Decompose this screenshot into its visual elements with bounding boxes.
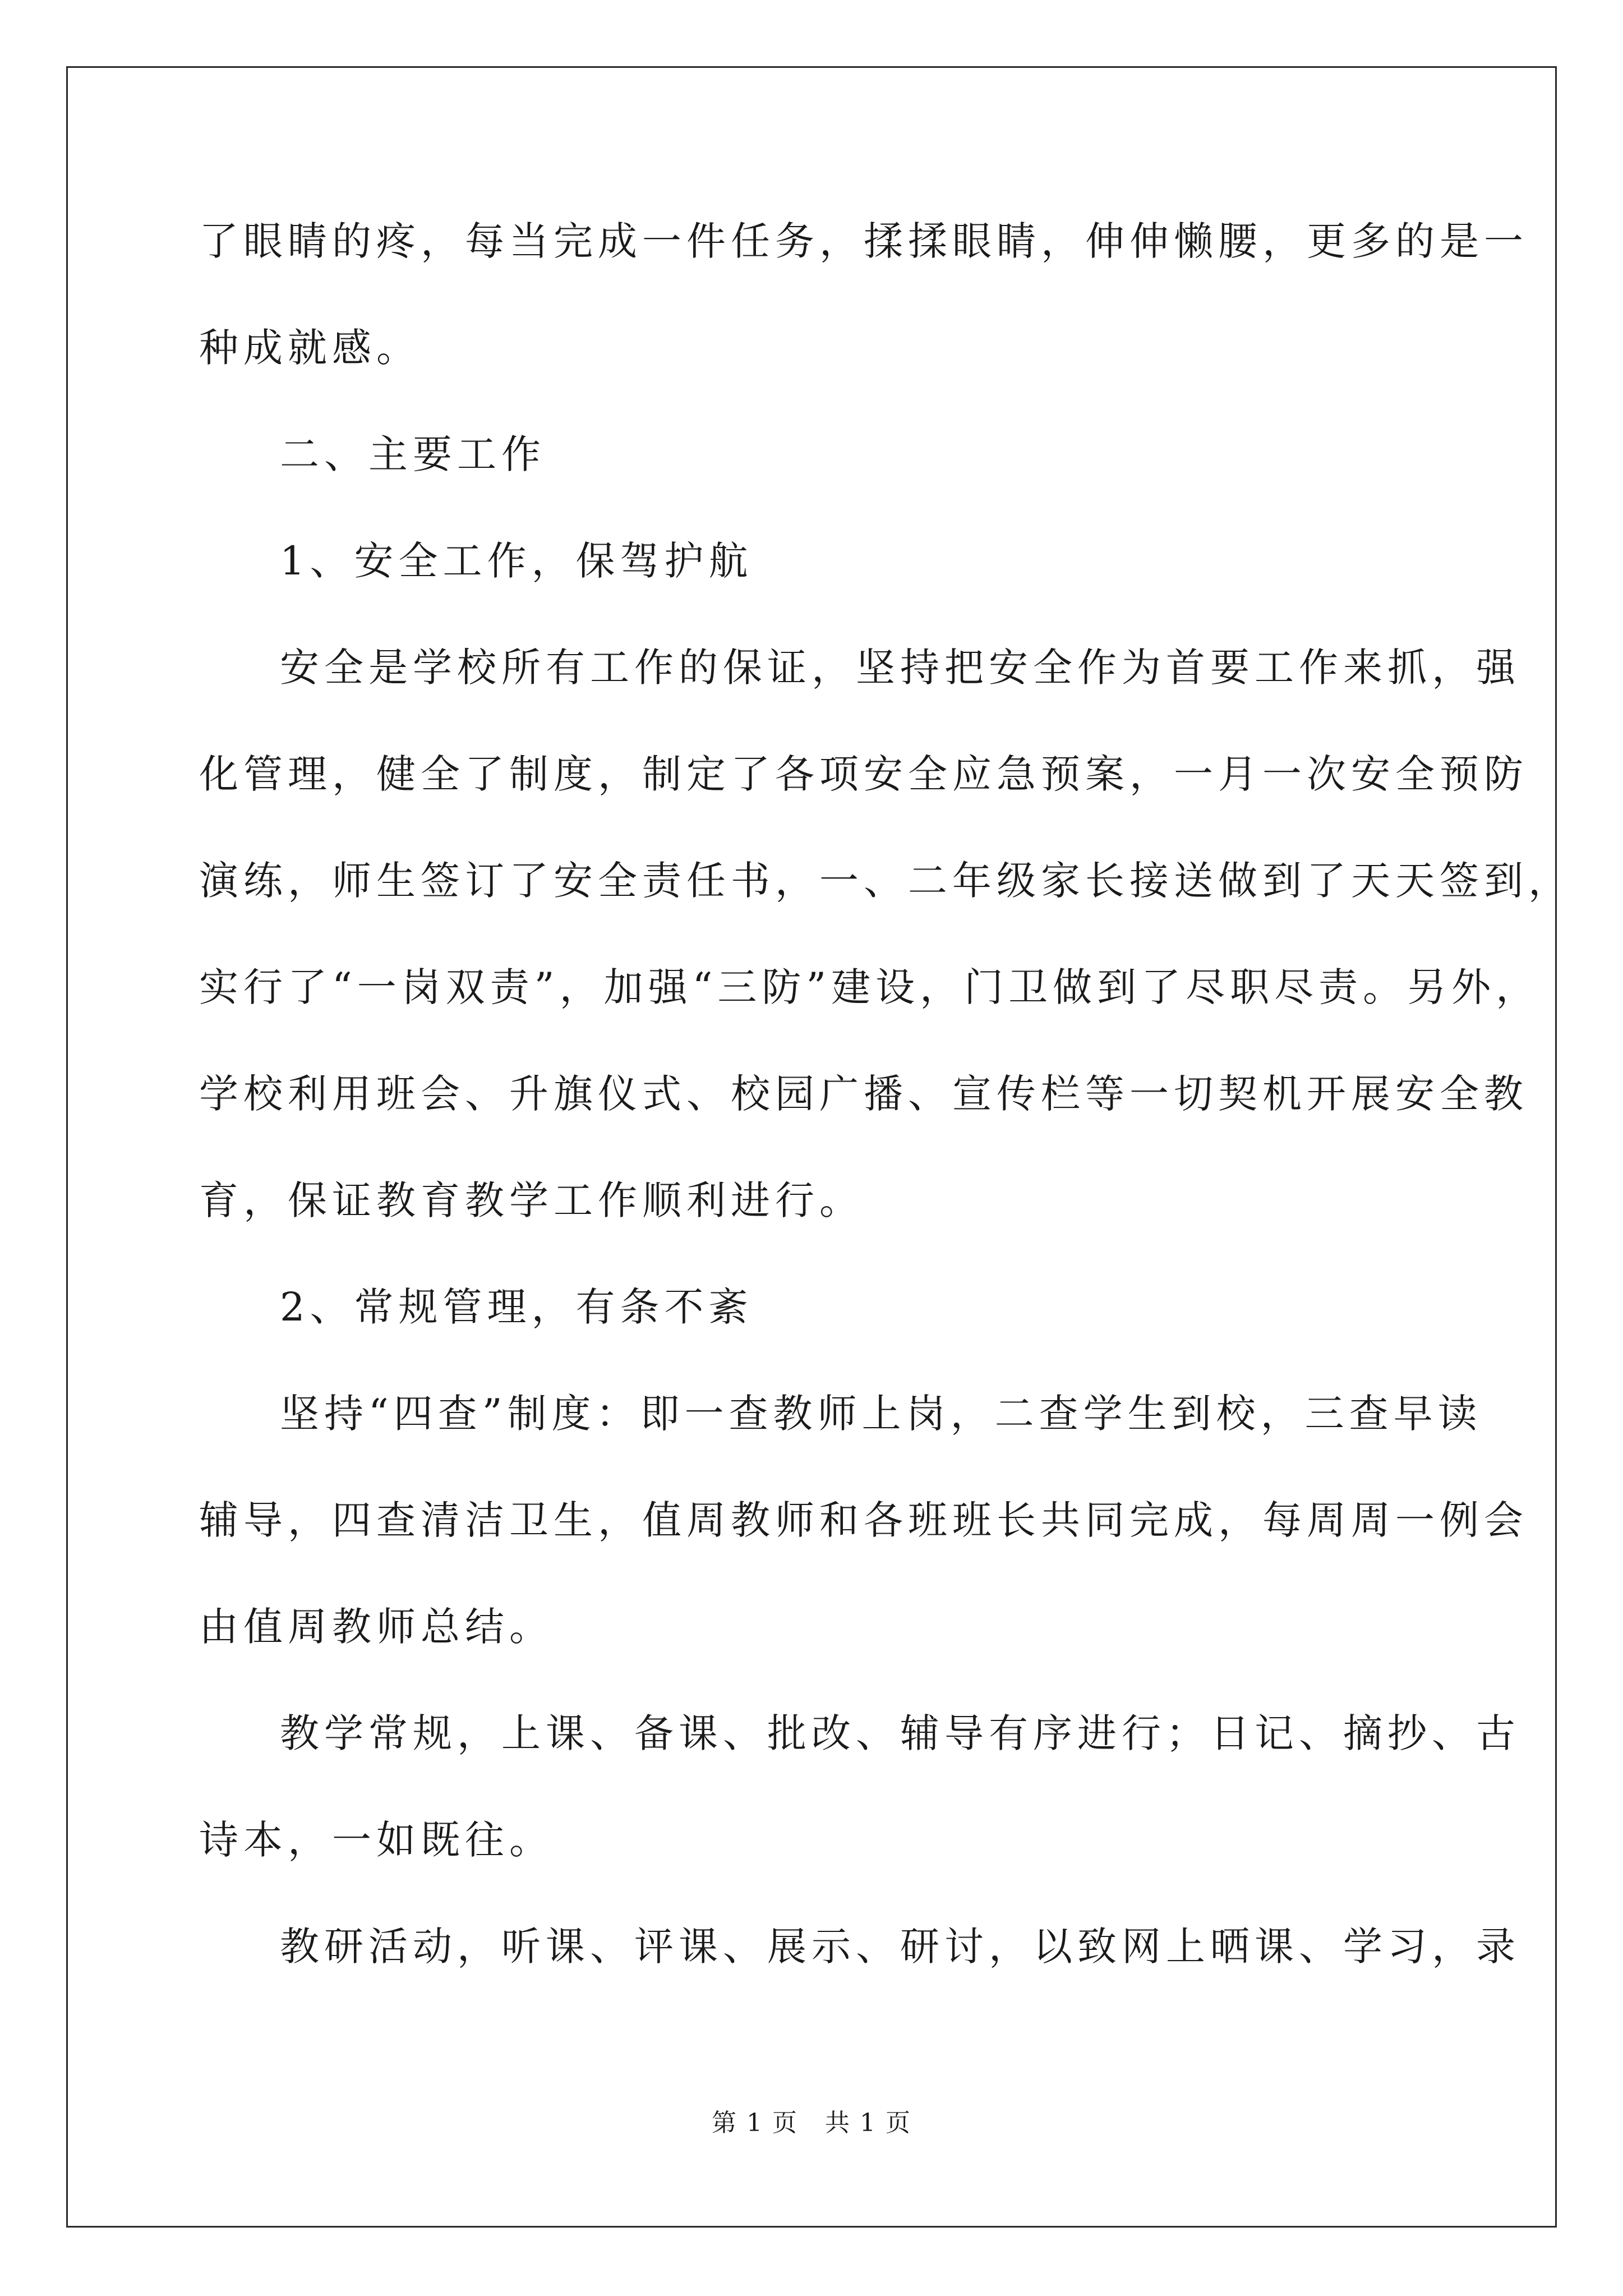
paragraph-line: 教研活动，听课、评课、展示、研讨，以致网上晒课、学习，录 [280,1924,1520,1970]
paragraph-line: 由值周教师总结。 [199,1604,554,1650]
paragraph-line: 育，保证教育教学工作顺利进行。 [199,1177,864,1223]
paragraph-line: 化管理，健全了制度，制定了各项安全应急预案，一月一次安全预防 [199,751,1528,797]
paragraph-line: 了眼睛的疼，每当完成一件任务，揉揉眼睛，伸伸懒腰，更多的是一 [199,218,1528,264]
paragraph-line: 实行了“一岗双责”，加强“三防”建设，门卫做到了尽职尽责。另外， [199,964,1541,1010]
section-heading: 二、主要工作 [280,431,546,477]
paragraph-line: 教学常规，上课、备课、批改、辅导有序进行；日记、摘抄、古 [280,1710,1520,1756]
paragraph-line: 种成就感。 [199,325,421,371]
page-border [66,66,1573,2228]
page-number-footer: 第 1 页 共 1 页 [712,2109,911,2137]
paragraph-line: 坚持“四查”制度：即一查教师上岗，二查学生到校，三查早读 [280,1391,1482,1437]
paragraph-line: 安全是学校所有工作的保证，坚持把安全作为首要工作来抓，强 [280,645,1520,691]
paragraph-line: 辅导，四查清洁卫生，值周教师和各班班长共同完成，每周周一例会 [199,1497,1528,1543]
subsection-heading: 1、安全工作，保驾护航 [280,538,753,584]
paragraph-line: 诗本，一如既往。 [199,1817,554,1863]
paragraph-line: 演练，师生签订了安全责任书，一、二年级家长接送做到了天天签到， [199,858,1573,904]
subsection-heading: 2、常规管理，有条不紊 [280,1284,753,1330]
paragraph-line: 学校利用班会、升旗仪式、校园广播、宣传栏等一切契机开展安全教 [199,1071,1528,1117]
